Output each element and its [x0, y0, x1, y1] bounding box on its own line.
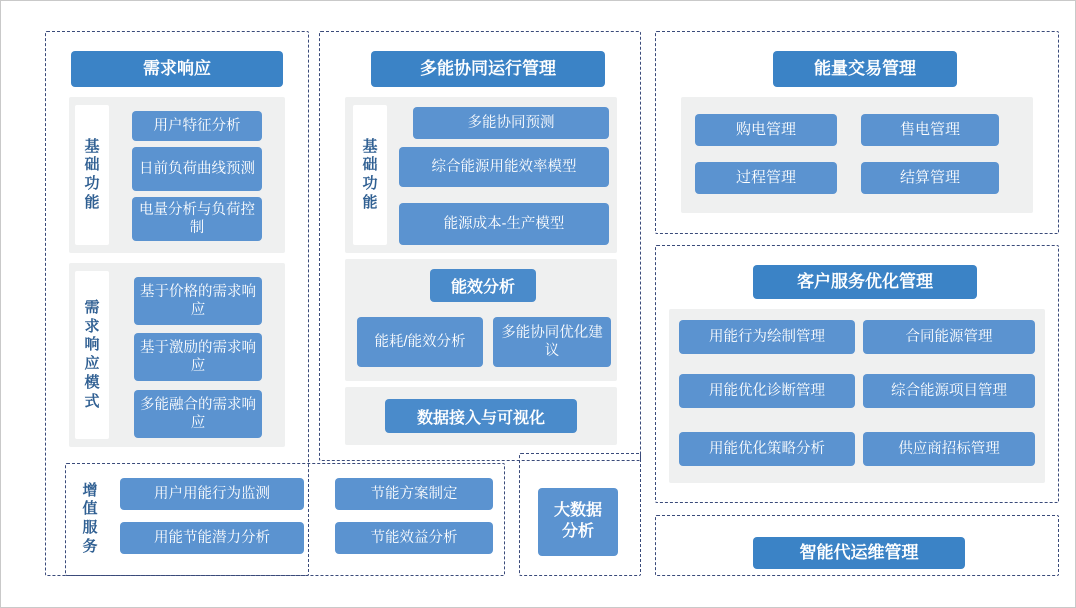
energy-trading-title: 能量交易管理	[773, 51, 957, 87]
chip-power-purchase-management[interactable]: 购电管理	[695, 114, 837, 146]
chip-settlement-management[interactable]: 结算管理	[861, 162, 999, 194]
chip-process-management[interactable]: 过程管理	[695, 162, 837, 194]
chip-energy-behavior-mapping[interactable]: 用能行为绘制管理	[679, 320, 855, 354]
chip-multi-energy-forecast[interactable]: 多能协同预测	[413, 107, 609, 139]
chip-energy-saving-plan[interactable]: 节能方案制定	[335, 478, 493, 510]
chip-incentive-based-dr[interactable]: 基于激励的需求响应	[134, 333, 262, 381]
demand-response-mode-label: 需 求 响 应 模 式	[75, 271, 109, 439]
chip-contract-energy-management[interactable]: 合同能源管理	[863, 320, 1035, 354]
chip-user-energy-behavior-monitoring[interactable]: 用户用能行为监测	[120, 478, 304, 510]
chip-energy-saving-benefit-analysis[interactable]: 节能效益分析	[335, 522, 493, 554]
chip-user-feature-analysis[interactable]: 用户特征分析	[132, 111, 262, 141]
chip-multi-energy-dr[interactable]: 多能融合的需求响应	[134, 390, 262, 438]
chip-day-ahead-load-forecast[interactable]: 日前负荷曲线预测	[132, 147, 262, 191]
chip-energy-optimization-strategy-analysis[interactable]: 用能优化策略分析	[679, 432, 855, 466]
chip-supplier-bidding-management[interactable]: 供应商招标管理	[863, 432, 1035, 466]
chip-energy-efficiency-model[interactable]: 综合能源用能效率模型	[399, 147, 609, 187]
smart-om-title: 智能代运维管理	[753, 537, 965, 569]
efficiency-analysis-title: 能效分析	[430, 269, 536, 302]
multi-energy-basic-label: 基 础 功 能	[353, 105, 387, 245]
big-data-analysis-box[interactable]: 大数据分析	[538, 488, 618, 556]
chip-energy-consumption-analysis[interactable]: 能耗/能效分析	[357, 317, 483, 367]
chip-energy-saving-potential-analysis[interactable]: 用能节能潜力分析	[120, 522, 304, 554]
multi-energy-title: 多能协同运行管理	[371, 51, 605, 87]
chip-energy-optimization-diagnosis[interactable]: 用能优化诊断管理	[679, 374, 855, 408]
demand-response-title: 需求响应	[71, 51, 283, 87]
chip-energy-cost-production-model[interactable]: 能源成本-生产模型	[399, 203, 609, 245]
chip-power-sales-management[interactable]: 售电管理	[861, 114, 999, 146]
data-access-title: 数据接入与可视化	[385, 399, 577, 433]
customer-service-title: 客户服务优化管理	[753, 265, 977, 299]
chip-integrated-energy-project-management[interactable]: 综合能源项目管理	[863, 374, 1035, 408]
demand-response-basic-label: 基 础 功 能	[75, 105, 109, 245]
chip-power-analysis-load-control[interactable]: 电量分析与负荷控制	[132, 197, 262, 241]
chip-multi-energy-optimization-advice[interactable]: 多能协同优化建议	[493, 317, 611, 367]
value-added-services-label: 增 值 服 务	[73, 471, 107, 567]
chip-price-based-dr[interactable]: 基于价格的需求响应	[134, 277, 262, 325]
